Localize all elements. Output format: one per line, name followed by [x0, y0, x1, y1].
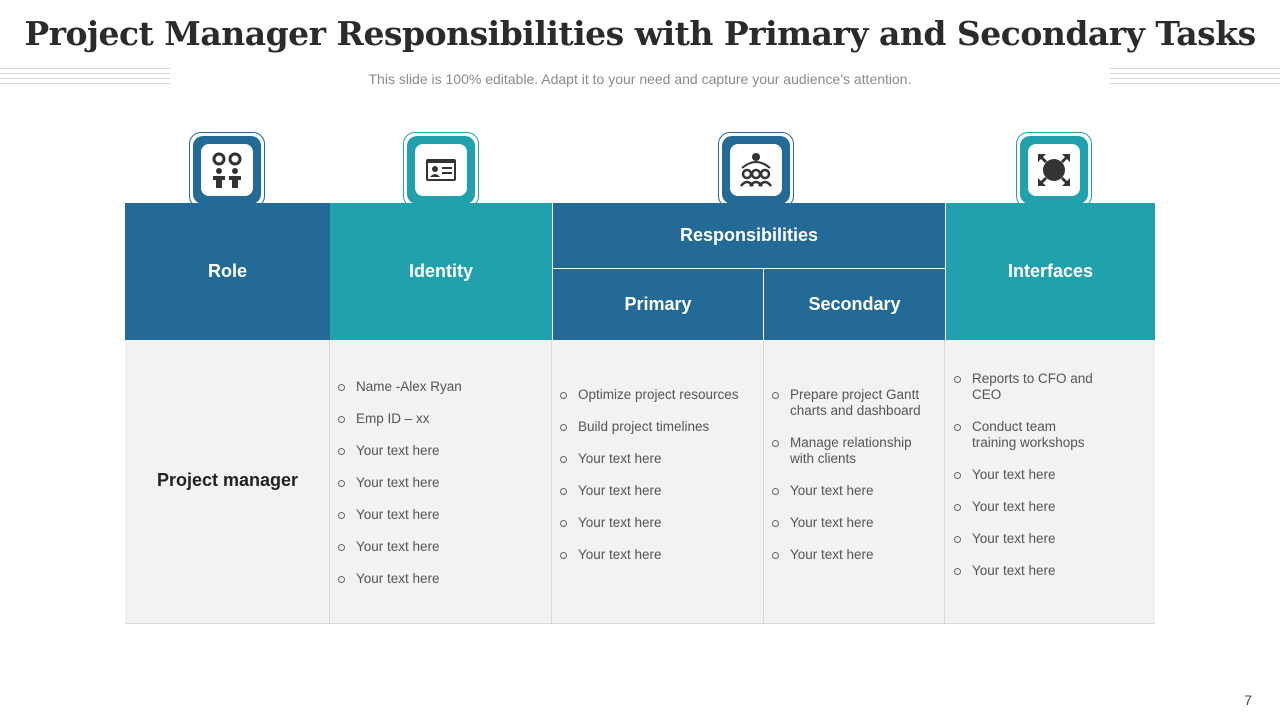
gears-people-icon	[207, 150, 247, 190]
role-icon-badge	[189, 132, 265, 208]
team-network-icon	[736, 150, 776, 190]
list-item: Your text here	[954, 499, 1099, 515]
list-item: Your text here	[560, 483, 756, 499]
primary-list	[560, 387, 756, 579]
identity-list	[338, 379, 543, 603]
list-item: Your text here	[954, 531, 1099, 547]
list-item: Your text here	[772, 515, 932, 531]
slide-subtitle: This slide is 100% editable. Adapt it to your need and capture your audience’s attention.	[368, 71, 912, 87]
header-secondary-label: Secondary	[808, 294, 901, 314]
slide-title: Project Manager Responsibilities with Primary and Secondary Tasks	[24, 14, 1256, 53]
role-value: Project manager	[156, 470, 299, 490]
list-item: Build project timelines	[560, 419, 756, 435]
list-item: Your text here	[560, 451, 756, 467]
secondary-list	[772, 387, 932, 579]
list-item: Your text here	[772, 547, 932, 563]
list-item: Your text here	[338, 507, 543, 523]
interfaces-list	[954, 371, 1099, 595]
list-item: Your text here	[560, 547, 756, 563]
list-item: Your text here	[954, 467, 1099, 483]
list-item: Your text here	[338, 571, 543, 587]
list-item: Optimize project resources	[560, 387, 756, 403]
page-number: 7	[1244, 692, 1252, 708]
list-item: Conduct team training workshops	[954, 419, 1099, 451]
header-responsibilities-label: Responsibilities	[679, 225, 819, 245]
interface-arrows-icon	[1034, 150, 1074, 190]
header-secondary	[764, 269, 945, 340]
list-item: Your text here	[338, 475, 543, 491]
list-item: Emp ID – xx	[338, 411, 543, 427]
interfaces-icon-badge	[1016, 132, 1092, 208]
list-item: Your text here	[338, 443, 543, 459]
id-card-icon	[423, 152, 459, 188]
header-interfaces	[945, 203, 1155, 340]
list-item: Your text here	[954, 563, 1099, 579]
list-item: Name -Alex Ryan	[338, 379, 543, 395]
list-item: Your text here	[338, 539, 543, 555]
list-item: Your text here	[772, 483, 932, 499]
header-role	[125, 203, 330, 340]
responsibilities-icon-badge	[718, 132, 794, 208]
header-interfaces-label: Interfaces	[1007, 261, 1094, 281]
header-role-label: Role	[207, 261, 247, 281]
header-identity-label: Identity	[408, 261, 473, 281]
header-primary-label: Primary	[624, 294, 692, 314]
header-responsibilities	[552, 203, 945, 269]
header-primary	[552, 269, 764, 340]
list-item: Manage relationship with clients	[772, 435, 932, 467]
list-item: Your text here	[560, 515, 756, 531]
header-identity	[330, 203, 552, 340]
identity-icon-badge	[403, 132, 479, 208]
list-item: Prepare project Gantt charts and dashboard	[772, 387, 932, 419]
list-item: Reports to CFO and CEO	[954, 371, 1099, 403]
